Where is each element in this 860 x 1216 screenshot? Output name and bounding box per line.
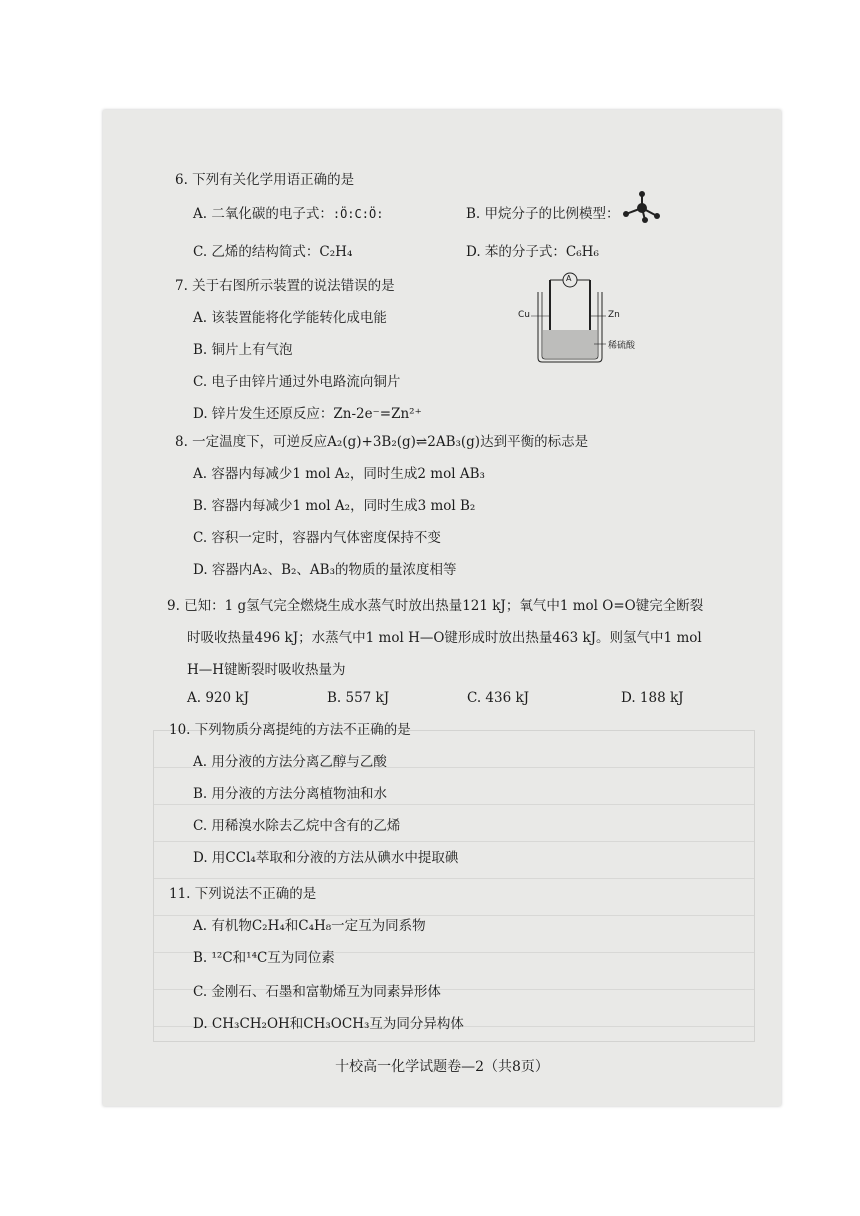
cu-electrode-label: Cu bbox=[518, 310, 530, 320]
galvanic-cell-diagram bbox=[528, 272, 648, 368]
q9-option-c: C. 436 kJ bbox=[467, 690, 530, 706]
galvanic-cell-figure bbox=[518, 272, 648, 368]
zn-electrode-label: Zn bbox=[608, 310, 620, 320]
q10-option-b: B. 用分液的方法分离植物油和水 bbox=[193, 786, 388, 802]
exam-page bbox=[103, 110, 781, 1106]
q11-option-b: B. ¹²C和¹⁴C互为同位素 bbox=[193, 950, 335, 966]
q11-option-a: A. 有机物C₂H₄和C₄H₈一定互为同系物 bbox=[193, 918, 426, 934]
q9-text-line-2: 时吸收热量496 kJ；水蒸气中1 mol H—O键形成时放出热量463 kJ。则氢气中1 mol bbox=[187, 630, 702, 646]
q8-option-a: A. 容器内每减少1 mol A₂，同时生成2 mol AB₃ bbox=[193, 466, 485, 482]
q7-stem: 7. 关于右图所示装置的说法错误的是 bbox=[175, 278, 395, 294]
page-footer: 十校高一化学试题卷—2（共8页） bbox=[335, 1059, 549, 1075]
q11-option-c: C. 金刚石、石墨和富勒烯互为同素异形体 bbox=[193, 984, 441, 1000]
q9-text-line-3: H—H键断裂时吸收热量为 bbox=[187, 662, 346, 678]
q10-option-d: D. 用CCl₄萃取和分液的方法从碘水中提取碘 bbox=[193, 850, 459, 866]
q6-option-a-label: A. 二氧化碳的电子式： bbox=[193, 206, 333, 222]
q9-option-d: D. 188 kJ bbox=[621, 690, 684, 706]
q10-option-c: C. 用稀溴水除去乙烷中含有的乙烯 bbox=[193, 818, 401, 834]
q8-option-d: D. 容器内A₂、B₂、AB₃的物质的量浓度相等 bbox=[193, 562, 457, 578]
q9-option-a: A. 920 kJ bbox=[187, 690, 249, 706]
q8-stem: 8. 一定温度下，可逆反应A₂(g)+3B₂(g)⇌2AB₃(g)达到平衡的标志是 bbox=[175, 434, 589, 450]
ammeter-label: A bbox=[566, 274, 572, 283]
q6-option-b-label: B. 甲烷分子的比例模型： bbox=[466, 206, 620, 222]
solution-label: 稀硫酸 bbox=[608, 341, 636, 351]
q11-stem: 11. 下列说法不正确的是 bbox=[169, 886, 317, 902]
q10-stem: 10. 下列物质分离提纯的方法不正确的是 bbox=[169, 722, 411, 738]
q7-option-c: C. 电子由锌片通过外电路流向铜片 bbox=[193, 374, 401, 390]
q6-option-c: C. 乙烯的结构简式：C₂H₄ bbox=[193, 244, 353, 260]
q6-option-d: D. 苯的分子式：C₆H₆ bbox=[466, 244, 599, 260]
q9-text-line-1: 9. 已知：1 g氢气完全燃烧生成水蒸气时放出热量121 kJ；氧气中1 mol O=O键完全断裂 bbox=[167, 598, 704, 614]
q11-option-d: D. CH₃CH₂OH和CH₃OCH₃互为同分异构体 bbox=[193, 1016, 464, 1032]
q8-option-c: C. 容积一定时，容器内气体密度保持不变 bbox=[193, 530, 441, 546]
q8-option-b: B. 容器内每减少1 mol A₂，同时生成3 mol B₂ bbox=[193, 498, 476, 514]
q7-option-b: B. 铜片上有气泡 bbox=[193, 342, 293, 358]
q10-option-a: A. 用分液的方法分离乙醇与乙酸 bbox=[193, 754, 387, 770]
q9-option-b: B. 557 kJ bbox=[327, 690, 390, 706]
methane-model-icon bbox=[621, 190, 663, 226]
q7-option-d: D. 锌片发生还原反应：Zn-2e⁻=Zn²⁺ bbox=[193, 406, 422, 422]
q6-stem: 6. 下列有关化学用语正确的是 bbox=[175, 172, 355, 188]
q6-option-a bbox=[193, 202, 383, 222]
q7-option-a: A. 该装置能将化学能转化成电能 bbox=[193, 310, 387, 326]
co2-electron-formula: :Ö:C:Ö: bbox=[332, 207, 384, 221]
q6-option-b bbox=[466, 202, 620, 222]
